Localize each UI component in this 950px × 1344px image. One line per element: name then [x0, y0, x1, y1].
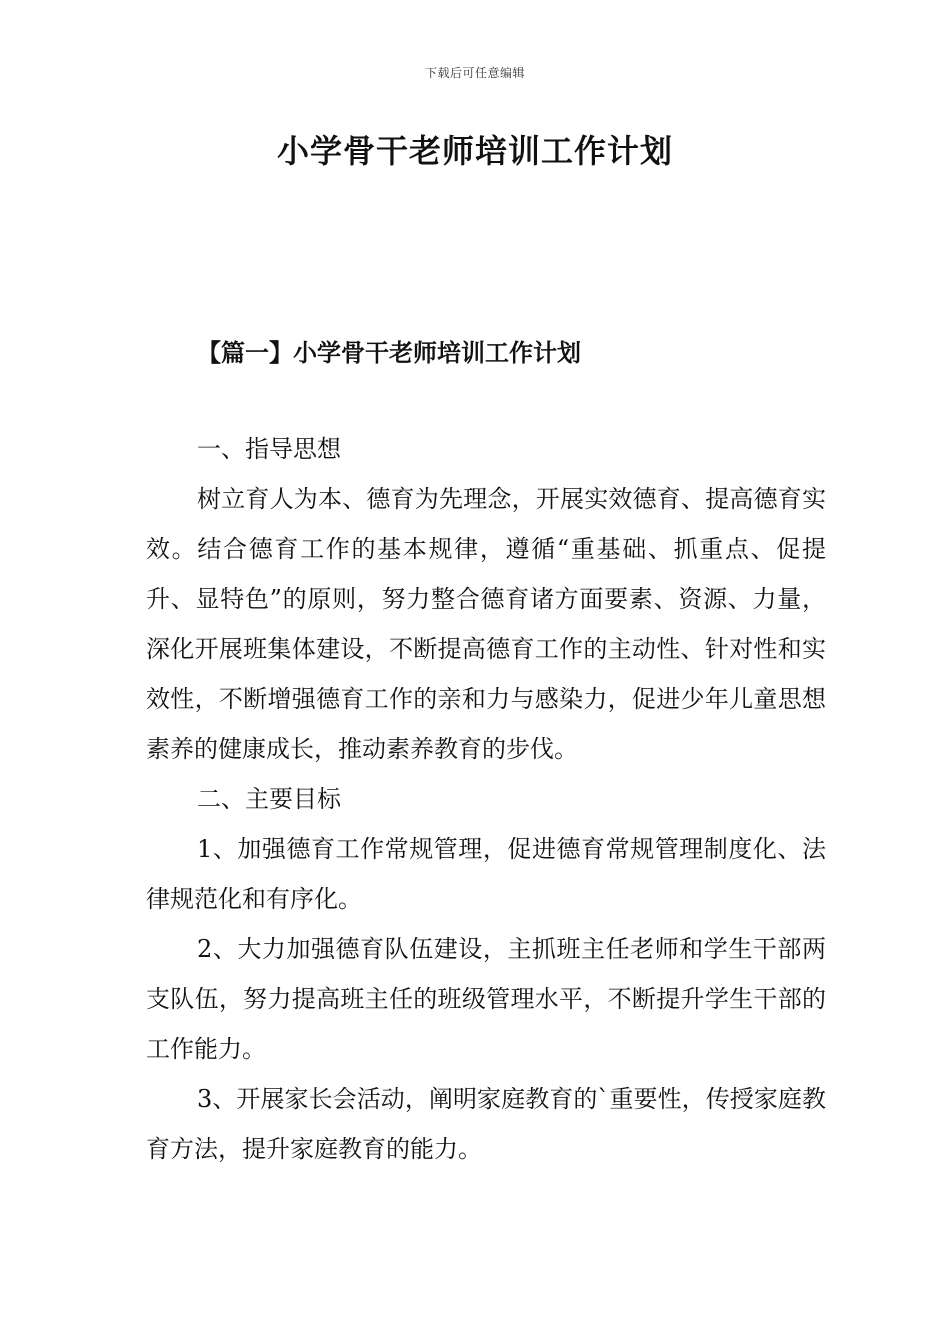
paragraph-goal-1: 1、加强德育工作常规管理，促进德育常规管理制度化、法律规范化和有序化。	[146, 835, 826, 913]
document-title: 小学骨干老师培训工作计划	[276, 132, 673, 170]
paragraph-goal-3: 3、开展家长会活动，阐明家庭教育的`重要性，传授家庭教育方法，提升家庭教育的能力。	[146, 1085, 826, 1163]
paragraph-goal-2: 2、大力加强德育队伍建设，主抓班主任老师和学生干部两支队伍，努力提高班主任的班级管理水平，不断提升学生干部的工作能力。	[146, 935, 826, 1063]
page-header-note: 下载后可任意编辑	[424, 66, 525, 80]
paragraph-guiding-ideology: 树立育人为本、德育为先理念，开展实效德育、提高德育实效。结合德育工作的基本规律，遵循“重基础、抓重点、促提升、显特色”的原则，努力整合德育诸方面要素、资源、力量，深化开展班集体建设，不断提高德育工作的主动性、针对性和实效性，不断增强德育工作的亲和力与感染力，促进少年儿童思想素养的健康成长，推动素养教育的步伐。	[146, 485, 826, 763]
section-heading: 【篇一】小学骨干老师培训工作计划	[197, 338, 581, 367]
heading-guiding-ideology: 一、指导思想	[197, 435, 341, 463]
document-body	[146, 424, 826, 1174]
heading-main-goals: 二、主要目标	[197, 785, 341, 813]
